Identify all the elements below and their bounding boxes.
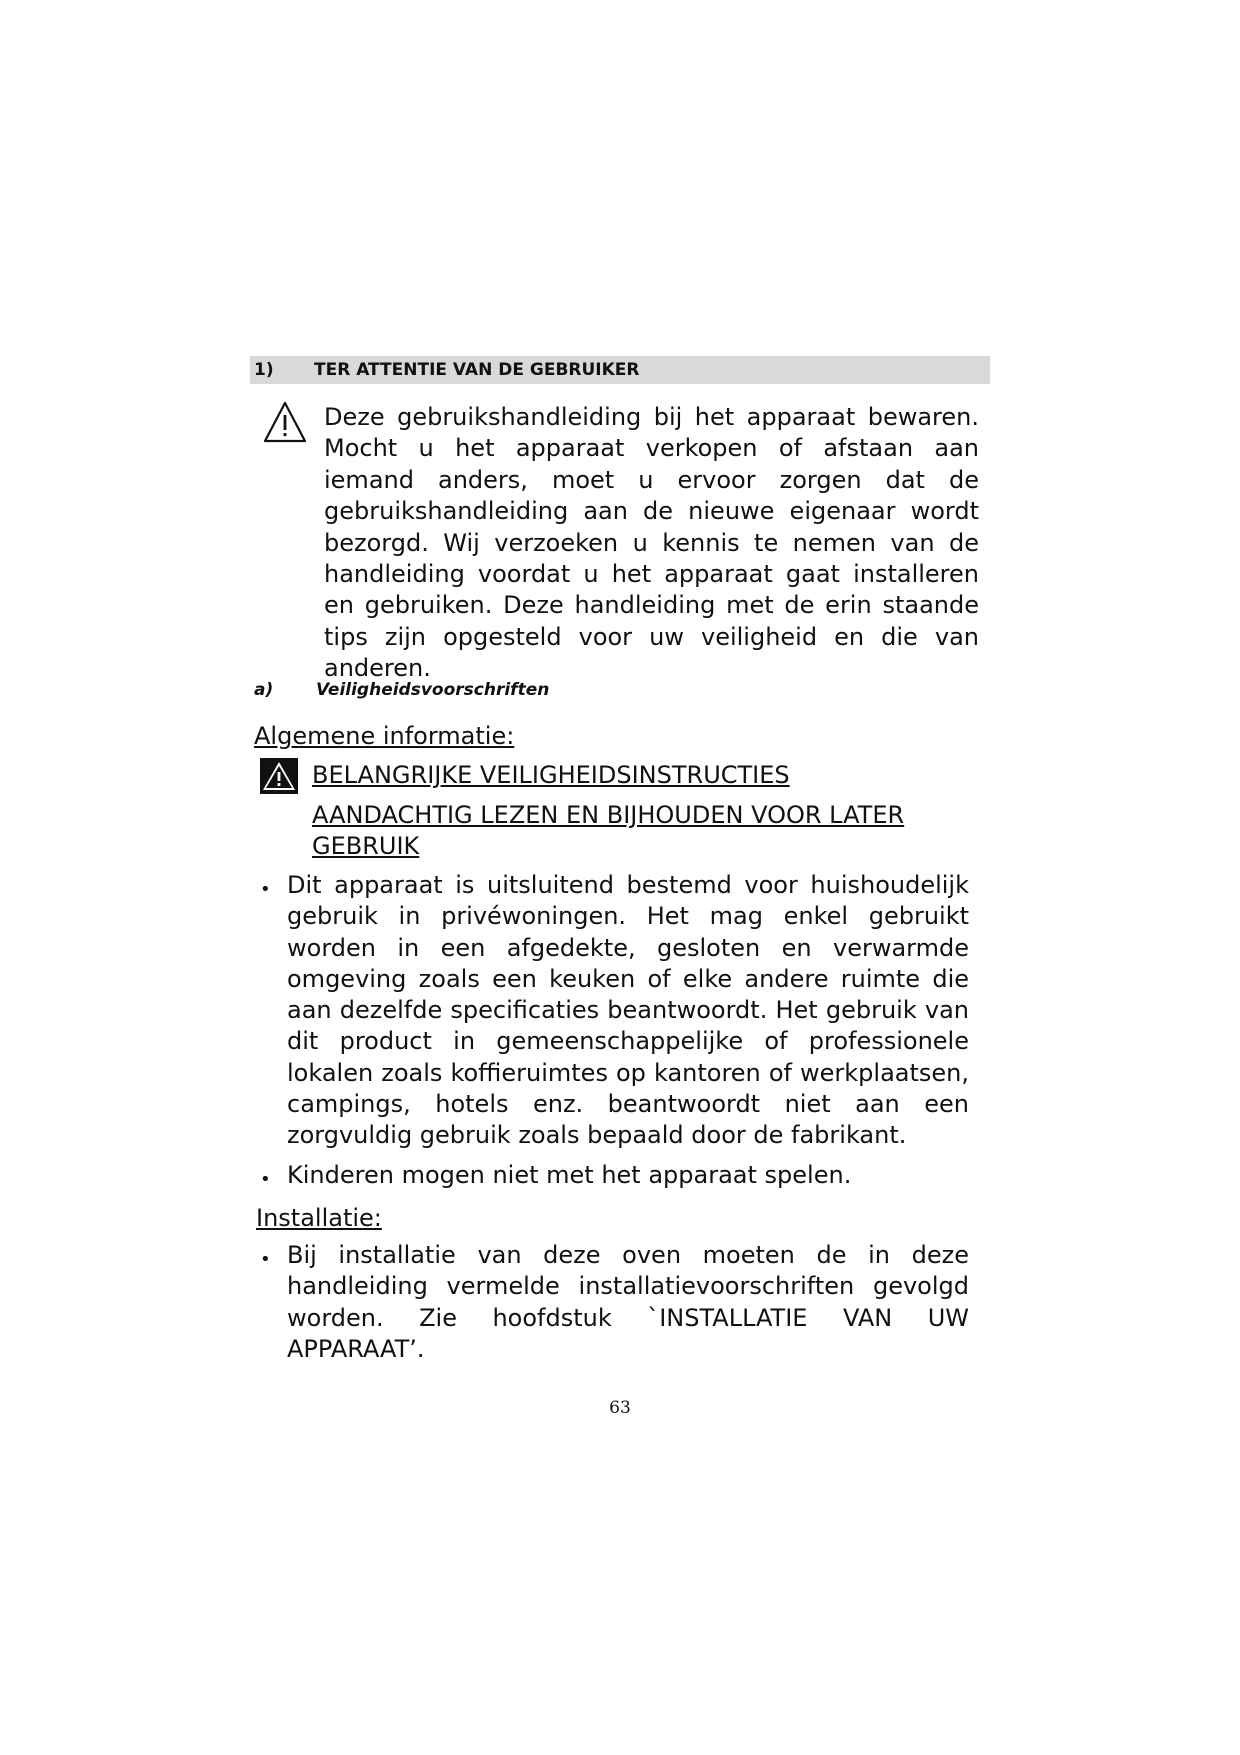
warning-outline-icon <box>262 400 308 444</box>
installation-heading: Installatie: <box>256 1204 382 1232</box>
bullet-installation: Bij installatie van deze oven moeten de in deze handleiding vermelde installatievoorschriften gevolgd worden. Zie hoofdstuk `INSTALLATIE VAN UW APPARAAT’. <box>287 1241 969 1363</box>
page-number: 63 <box>609 1398 631 1418</box>
read-and-keep-notice: AANDACHTIG LEZEN EN BIJHOUDEN VOOR LATER GEBRUIK <box>312 801 905 860</box>
bullet-children: Kinderen mogen niet met het apparaat spelen. <box>287 1161 852 1189</box>
bullet-marker: • <box>260 1169 271 1190</box>
bullet-household-use: Dit apparaat is uitsluitend bestemd voor huishoudelijk gebruik in privéwoningen. Het mag enkel gebruikt worden in een afgedekte, gesloten en verwarmde omgeving zoals een keuken of elke andere ruimte die aan dezelfde specificaties beantwoordt. Het gebruik van dit product in gemeenschappelijke of professionele lokalen zoals koffieruimtes op kantoren of werkplaatsen, campings, hotels enz. beantwoordt niet aan een zorgvuldig gebruik zoals bepaald door de fabrikant. <box>287 871 969 1150</box>
intro-paragraph: Deze gebruikshandleiding bij het apparaat bewaren. Mocht u het apparaat verkopen of afstaan aan iemand anders, moet u ervoor zorgen dat de gebruikshandleiding aan de nieuwe eigenaar wordt bezorgd. Wij verzoeken u kennis te nemen van de handleiding voordat u het apparaat gaat installeren en gebruiken. Deze handleiding met de erin staande tips zijn opgesteld voor uw veiligheid en die van anderen. <box>324 403 979 683</box>
subsection-title: Veiligheidsvoorschriften <box>316 680 550 700</box>
section-number: 1) <box>254 360 274 380</box>
subsection-number: a) <box>254 680 274 700</box>
general-info-heading: Algemene informatie: <box>254 722 515 750</box>
important-instructions-title: BELANGRIJKE VEILIGHEIDSINSTRUCTIES <box>312 761 790 789</box>
bullet-marker: • <box>260 1249 271 1270</box>
section-title: TER ATTENTIE VAN DE GEBRUIKER <box>314 360 640 380</box>
warning-filled-icon <box>260 758 298 794</box>
bullet-marker: • <box>260 879 271 900</box>
